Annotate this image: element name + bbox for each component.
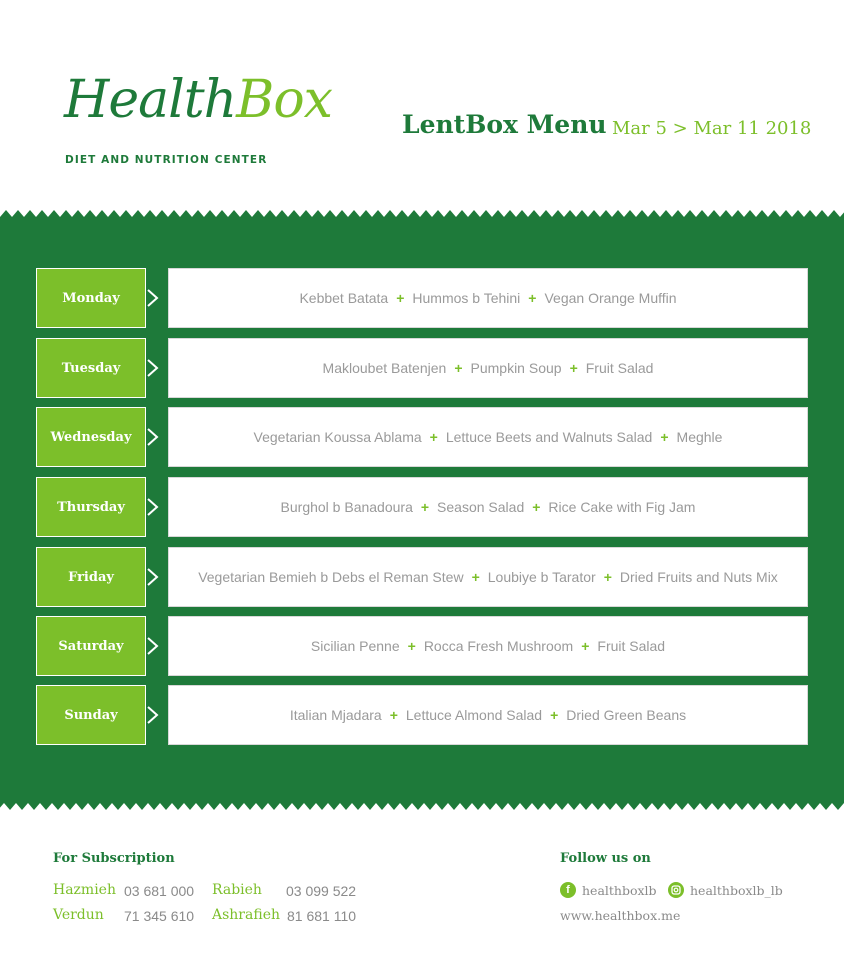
facebook-link[interactable] <box>560 882 657 898</box>
meals-box-friday <box>168 547 808 607</box>
meal-item: Italian Mjadara <box>289 707 382 723</box>
chevron-right-icon <box>146 289 160 307</box>
chevron-right-icon <box>146 706 160 724</box>
facebook-handle: healthboxlb <box>582 882 657 898</box>
meal-item: Vegetarian Koussa Ablama <box>253 429 422 445</box>
website-link[interactable]: www.healthbox.me <box>560 908 681 923</box>
menu-row-monday <box>36 268 808 328</box>
meals-box-thursday <box>168 477 808 537</box>
meals-box-tuesday <box>168 338 808 398</box>
meal-item: Fruit Salad <box>585 360 654 376</box>
plus-separator: + <box>532 499 541 515</box>
instagram-link[interactable] <box>668 882 783 898</box>
day-label-saturday: Saturday <box>36 616 146 676</box>
plus-separator: + <box>581 638 590 654</box>
meal-item: Lettuce Almond Salad <box>405 707 543 723</box>
facebook-icon: f <box>560 882 576 898</box>
contact-number-rabieh[interactable]: 03 099 522 <box>286 883 357 899</box>
day-label-tuesday: Tuesday <box>36 338 146 398</box>
meal-item: Sicilian Penne <box>310 638 400 654</box>
meal-item: Vegan Orange Muffin <box>544 290 677 306</box>
menu-row-friday <box>36 547 808 607</box>
contact-number-ashrafieh[interactable]: 81 681 110 <box>287 908 357 924</box>
chevron-right-icon <box>146 498 160 516</box>
day-label-sunday: Sunday <box>36 685 146 745</box>
chevron-right-icon <box>146 359 160 377</box>
menu-title: LentBox Menu <box>402 110 607 139</box>
meal-item: Rocca Fresh Mushroom <box>423 638 574 654</box>
meals-box-wednesday <box>168 407 808 467</box>
chevron-right-icon <box>146 568 160 586</box>
plus-separator: + <box>550 707 559 723</box>
day-label-thursday: Thursday <box>36 477 146 537</box>
meal-item: Meghle <box>676 429 723 445</box>
meal-item: Season Salad <box>437 499 525 515</box>
instagram-handle: healthboxlb_lb <box>690 882 783 898</box>
plus-separator: + <box>429 429 438 445</box>
plus-separator: + <box>471 569 480 585</box>
contact-name-rabieh: Rabieh <box>212 882 262 898</box>
chevron-right-icon <box>146 428 160 446</box>
plus-separator: + <box>569 360 578 376</box>
logo-tagline: DIET AND NUTRITION CENTER <box>65 154 268 166</box>
menu-row-thursday <box>36 477 808 537</box>
plus-separator: + <box>407 638 416 654</box>
plus-separator: + <box>603 569 612 585</box>
meals-box-saturday <box>168 616 808 676</box>
contact-number-hazmieh[interactable]: 03 681 000 <box>124 883 195 899</box>
day-label-friday: Friday <box>36 547 146 607</box>
meal-item: Dried Fruits and Nuts Mix <box>619 569 778 585</box>
day-label-monday: Monday <box>36 268 146 328</box>
meal-item: Kebbet Batata <box>299 290 389 306</box>
meal-item: Lettuce Beets and Walnuts Salad <box>445 429 653 445</box>
chevron-right-icon <box>146 637 160 655</box>
plus-separator: + <box>389 707 398 723</box>
follow-title: Follow us on <box>560 851 651 866</box>
meal-item: Rice Cake with Fig Jam <box>548 499 696 515</box>
meals-box-monday <box>168 268 808 328</box>
meal-item: Pumpkin Soup <box>470 360 562 376</box>
menu-row-wednesday <box>36 407 808 467</box>
meal-item: Fruit Salad <box>597 638 666 654</box>
menu-date-range: Mar 5 > Mar 11 2018 <box>612 118 812 139</box>
meal-item: Vegetarian Bemieh b Debs el Reman Stew <box>198 569 464 585</box>
menu-row-tuesday <box>36 338 808 398</box>
meal-item: Dried Green Beans <box>566 707 687 723</box>
plus-separator: + <box>528 290 537 306</box>
plus-separator: + <box>396 290 405 306</box>
contact-number-verdun[interactable]: 71 345 610 <box>124 908 195 924</box>
contact-name-verdun: Verdun <box>53 907 104 923</box>
contact-name-ashrafieh: Ashrafieh <box>212 907 280 923</box>
healthbox-logo <box>62 70 332 174</box>
meal-item: Hummos b Tehini <box>412 290 521 306</box>
subscription-title: For Subscription <box>53 851 175 866</box>
meal-item: Makloubet Batenjen <box>322 360 447 376</box>
menu-row-saturday <box>36 616 808 676</box>
day-label-wednesday: Wednesday <box>36 407 146 467</box>
menu-row-sunday <box>36 685 808 745</box>
plus-separator: + <box>454 360 463 376</box>
meal-item: Burghol b Banadoura <box>280 499 413 515</box>
instagram-icon <box>668 882 684 898</box>
plus-separator: + <box>660 429 669 445</box>
plus-separator: + <box>420 499 430 515</box>
logo-wordmark: HealthBox <box>64 70 332 130</box>
meals-box-sunday <box>168 685 808 745</box>
meal-item: Loubiye b Tarator <box>487 569 596 585</box>
contact-name-hazmieh: Hazmieh <box>53 882 116 898</box>
